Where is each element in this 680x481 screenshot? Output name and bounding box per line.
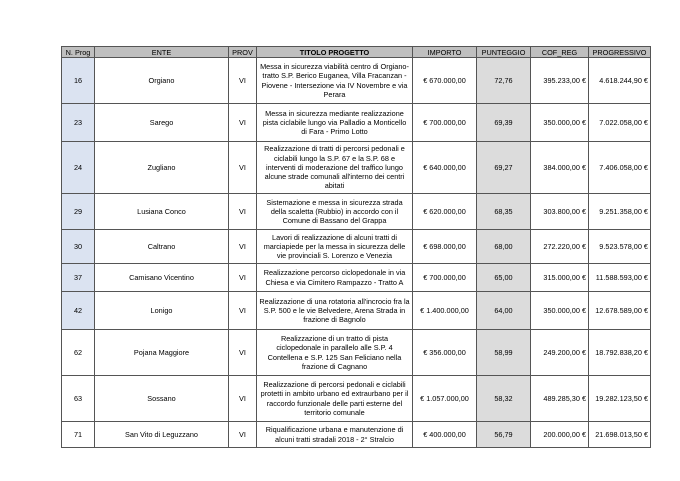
- cell-cof-reg: 200.000,00 €: [531, 422, 589, 448]
- cell-titolo: Realizzazione di un tratto di pista ciclopedonale in parallelo alle S.P. 4 Contellena e S.P. 125 San Feliciano nella frazione di Cagnano: [257, 330, 413, 376]
- cell-cof-reg: 249.200,00 €: [531, 330, 589, 376]
- cell-ente: Camisano Vicentino: [95, 264, 229, 292]
- cell-n-prog: 29: [62, 194, 95, 230]
- header-ente: ENTE: [95, 47, 229, 58]
- cell-progressivo: 19.282.123,50 €: [589, 376, 651, 422]
- cell-punteggio: 65,00: [477, 264, 531, 292]
- cell-progressivo: 9.523.578,00 €: [589, 230, 651, 264]
- table-row: [62, 264, 651, 292]
- cell-titolo: Messa in sicurezza viabilità centro di Orgiano- tratto S.P. Berico Euganea, Villa Fracanzan - Piovene - Intersezione via IV Novembre e via Perara: [257, 58, 413, 104]
- cell-titolo: Sistemazione e messa in sicurezza strada della scaletta (Rubbio) in accordo con il Comune di Bassano del Grappa: [257, 194, 413, 230]
- cell-cof-reg: 489.285,30 €: [531, 376, 589, 422]
- cell-ente: Sossano: [95, 376, 229, 422]
- cell-cof-reg: 350.000,00 €: [531, 104, 589, 142]
- header-prov: PROV: [229, 47, 257, 58]
- header-progressivo: PROGRESSIVO: [589, 47, 651, 58]
- cell-importo: € 640.000,00: [413, 142, 477, 194]
- cell-ente: Lusiana Conco: [95, 194, 229, 230]
- cell-ente: Caltrano: [95, 230, 229, 264]
- cell-punteggio: 72,76: [477, 58, 531, 104]
- cell-n-prog: 71: [62, 422, 95, 448]
- table-row: [62, 194, 651, 230]
- cell-ente: Orgiano: [95, 58, 229, 104]
- cell-n-prog: 24: [62, 142, 95, 194]
- cell-prov: VI: [229, 230, 257, 264]
- cell-importo: € 400.000,00: [413, 422, 477, 448]
- cell-n-prog: 42: [62, 292, 95, 330]
- cell-cof-reg: 384.000,00 €: [531, 142, 589, 194]
- cell-punteggio: 68,35: [477, 194, 531, 230]
- header-n-prog: N. Prog: [62, 47, 95, 58]
- cell-punteggio: 69,39: [477, 104, 531, 142]
- cell-cof-reg: 350.000,00 €: [531, 292, 589, 330]
- cell-titolo: Riqualificazione urbana e manutenzione di alcuni tratti stradali 2018 - 2° Stralcio: [257, 422, 413, 448]
- cell-prov: VI: [229, 58, 257, 104]
- table-row: [62, 142, 651, 194]
- cell-progressivo: 7.022.058,00 €: [589, 104, 651, 142]
- table-row: [62, 58, 651, 104]
- projects-table: [61, 46, 651, 448]
- cell-titolo: Realizzazione percorso ciclopedonale in via Chiesa e via Cimitero Rampazzo - Tratto A: [257, 264, 413, 292]
- cell-progressivo: 12.678.589,00 €: [589, 292, 651, 330]
- cell-n-prog: 23: [62, 104, 95, 142]
- cell-prov: VI: [229, 104, 257, 142]
- cell-n-prog: 16: [62, 58, 95, 104]
- cell-prov: VI: [229, 142, 257, 194]
- cell-titolo: Lavori di realizzazione di alcuni tratti di marciapiede per la messa in sicurezza delle vie provinciali S. Lorenzo e Venezia: [257, 230, 413, 264]
- cell-prov: VI: [229, 376, 257, 422]
- cell-titolo: Messa in sicurezza mediante realizzazione pista ciclabile lungo via Palladio a Monticello di Fara - Primo Lotto: [257, 104, 413, 142]
- table-row: [62, 330, 651, 376]
- cell-punteggio: 58,99: [477, 330, 531, 376]
- cell-prov: VI: [229, 330, 257, 376]
- cell-titolo: Realizzazione di una rotatoria all'incrocio fra la S.P. 500 e le vie Belvedere, Arena Strada in frazione di Bagnolo: [257, 292, 413, 330]
- cell-ente: San Vito di Leguzzano: [95, 422, 229, 448]
- cell-n-prog: 30: [62, 230, 95, 264]
- table-row: [62, 292, 651, 330]
- cell-prov: VI: [229, 194, 257, 230]
- cell-importo: € 620.000,00: [413, 194, 477, 230]
- table-row: [62, 230, 651, 264]
- cell-n-prog: 62: [62, 330, 95, 376]
- cell-importo: € 1.400.000,00: [413, 292, 477, 330]
- cell-progressivo: 18.792.838,20 €: [589, 330, 651, 376]
- cell-progressivo: 4.618.244,90 €: [589, 58, 651, 104]
- cell-ente: Zugliano: [95, 142, 229, 194]
- cell-progressivo: 11.588.593,00 €: [589, 264, 651, 292]
- header-importo: IMPORTO: [413, 47, 477, 58]
- cell-importo: € 356.000,00: [413, 330, 477, 376]
- header-titolo: TITOLO PROGETTO: [257, 47, 413, 58]
- header-punteggio: PUNTEGGIO: [477, 47, 531, 58]
- cell-importo: € 698.000,00: [413, 230, 477, 264]
- cell-punteggio: 64,00: [477, 292, 531, 330]
- cell-progressivo: 9.251.358,00 €: [589, 194, 651, 230]
- table-row: [62, 422, 651, 448]
- table-row: [62, 104, 651, 142]
- cell-punteggio: 69,27: [477, 142, 531, 194]
- cell-n-prog: 37: [62, 264, 95, 292]
- cell-prov: VI: [229, 292, 257, 330]
- cell-progressivo: 7.406.058,00 €: [589, 142, 651, 194]
- cell-importo: € 670.000,00: [413, 58, 477, 104]
- cell-punteggio: 68,00: [477, 230, 531, 264]
- cell-punteggio: 58,32: [477, 376, 531, 422]
- cell-importo: € 700.000,00: [413, 104, 477, 142]
- cell-cof-reg: 303.800,00 €: [531, 194, 589, 230]
- cell-importo: € 700.000,00: [413, 264, 477, 292]
- cell-n-prog: 63: [62, 376, 95, 422]
- header-row: [62, 47, 651, 58]
- cell-cof-reg: 272.220,00 €: [531, 230, 589, 264]
- cell-ente: Pojana Maggiore: [95, 330, 229, 376]
- cell-cof-reg: 315.000,00 €: [531, 264, 589, 292]
- cell-progressivo: 21.698.013,50 €: [589, 422, 651, 448]
- cell-cof-reg: 395.233,00 €: [531, 58, 589, 104]
- cell-prov: VI: [229, 422, 257, 448]
- cell-titolo: Realizzazione di tratti di percorsi pedonali e ciclabili lungo la S.P. 67 e la S.P. 68 e interventi di moderazione del traffico lungo alcune strade comunali all'interno dei centri abitati: [257, 142, 413, 194]
- header-cof-reg: COF_REG: [531, 47, 589, 58]
- cell-ente: Sarego: [95, 104, 229, 142]
- cell-prov: VI: [229, 264, 257, 292]
- cell-titolo: Realizzazione di percorsi pedonali e ciclabili protetti in ambito urbano ed extraurbano per il raccordo funzionale delle parti esterne del territorio comunale: [257, 376, 413, 422]
- cell-ente: Lonigo: [95, 292, 229, 330]
- cell-importo: € 1.057.000,00: [413, 376, 477, 422]
- cell-punteggio: 56,79: [477, 422, 531, 448]
- table-row: [62, 376, 651, 422]
